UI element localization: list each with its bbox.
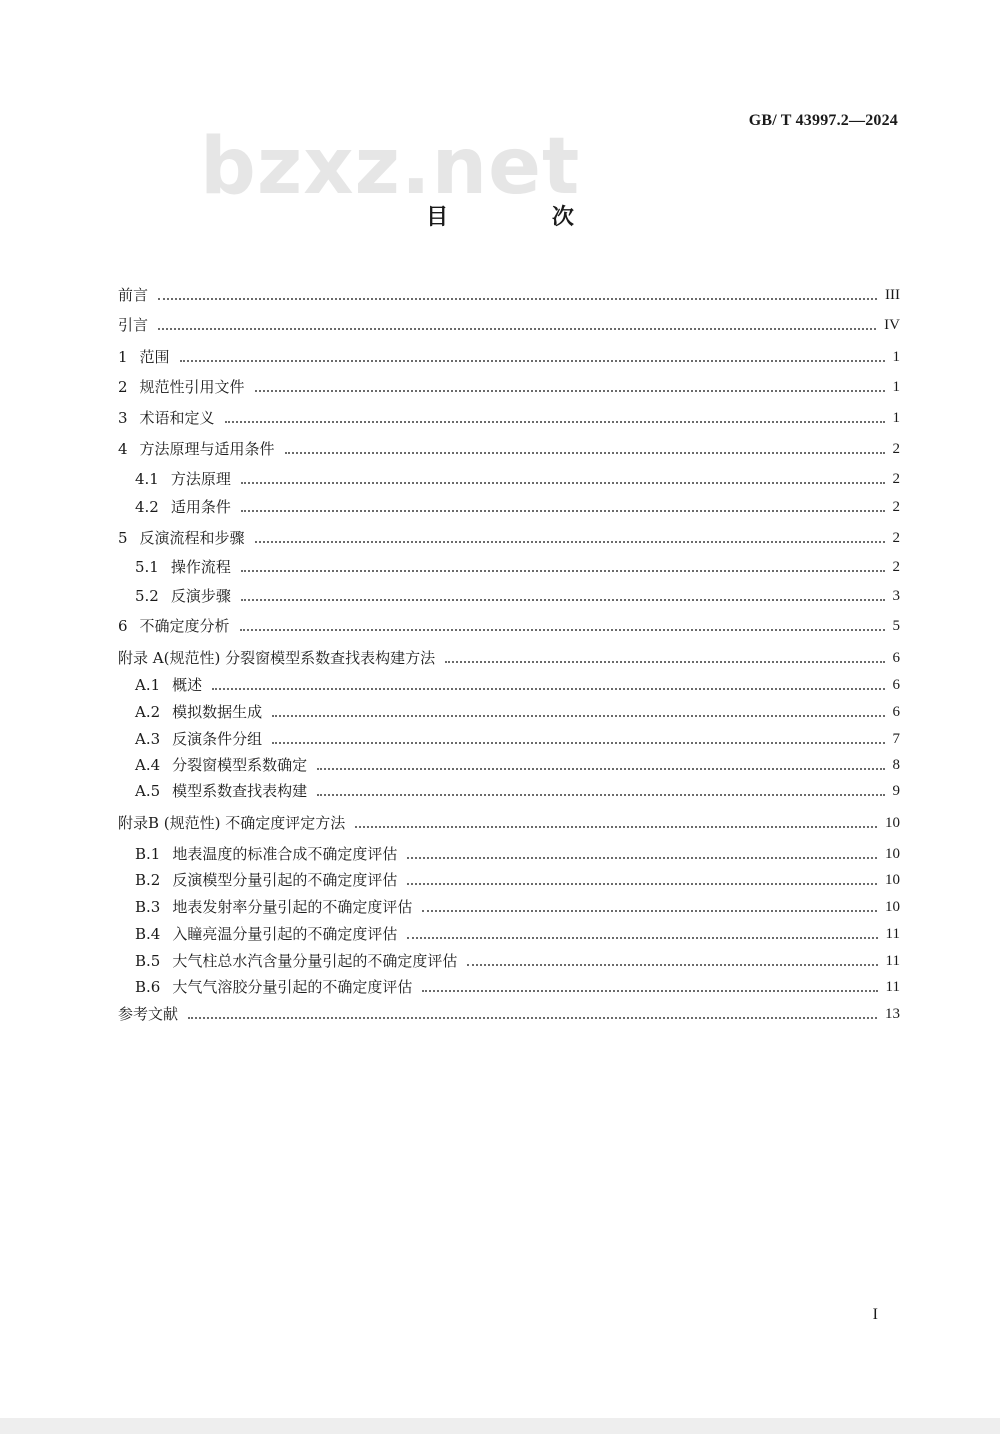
toc-leader-dots xyxy=(407,937,877,939)
toc-entry[interactable] xyxy=(118,1003,900,1025)
standard-code: GB/ T 43997.2—2024 xyxy=(748,112,898,129)
toc-entry-number: B.1 xyxy=(135,845,161,863)
toc-leader-dots xyxy=(241,482,885,484)
toc-entry[interactable] xyxy=(118,615,900,637)
toc-entry-page: 1 xyxy=(892,349,900,365)
toc-entry[interactable] xyxy=(135,556,900,578)
toc-leader-dots xyxy=(422,990,877,992)
toc-entry-label: 地表温度的标准合成不确定度评估 xyxy=(172,845,398,863)
toc-entry-number: 5.1 xyxy=(135,558,159,576)
toc-entry-page: 11 xyxy=(885,979,900,995)
watermark: bzxz.net xyxy=(200,122,581,212)
toc-leader-dots xyxy=(272,715,884,717)
toc-leader-dots xyxy=(255,390,885,392)
toc-entry[interactable] xyxy=(118,376,900,398)
toc-entry[interactable] xyxy=(135,728,900,750)
toc-leader-dots xyxy=(240,629,885,631)
toc-leader-dots xyxy=(158,328,876,330)
toc-entry-label: 反演条件分组 xyxy=(172,730,263,748)
toc-entry-page: 8 xyxy=(892,757,900,773)
toc-entry-label: 地表发射率分量引起的不确定度评估 xyxy=(172,898,413,916)
toc-entry-label: 入瞳亮温分量引起的不确定度评估 xyxy=(172,925,398,943)
toc-entry[interactable] xyxy=(135,896,900,918)
toc-entry-page: 10 xyxy=(885,815,900,831)
toc-entry-label: 反演步骤 xyxy=(170,587,231,605)
toc-entry-label: 参考文献 xyxy=(118,1005,179,1023)
toc-entry-number: B.4 xyxy=(135,925,161,943)
toc-entry-page: 6 xyxy=(892,650,900,666)
toc-entry-number: 2 xyxy=(118,378,128,396)
toc-entry-label: 方法原理与适用条件 xyxy=(139,440,275,458)
toc-entry-label: 模拟数据生成 xyxy=(172,703,263,721)
toc-entry[interactable] xyxy=(135,674,900,696)
toc-entry-number: 5 xyxy=(118,529,128,547)
toc-leader-dots xyxy=(241,570,885,572)
viewer-bottom-strip xyxy=(0,1418,1000,1434)
toc-entry[interactable] xyxy=(135,754,900,776)
toc-entry-page: 11 xyxy=(885,926,900,942)
toc-leader-dots xyxy=(355,826,877,828)
toc-entry-number: 5.2 xyxy=(135,587,159,605)
toc-entry-label: 方法原理 xyxy=(170,470,231,488)
toc-entry-page: 2 xyxy=(892,499,900,515)
toc-leader-dots xyxy=(317,768,884,770)
toc-leader-dots xyxy=(158,298,877,300)
toc-leader-dots xyxy=(407,857,877,859)
toc-entry-label: 大气柱总水汽含量分量引起的不确定度评估 xyxy=(172,952,458,970)
toc-entry-page: 2 xyxy=(892,559,900,575)
toc-entry-page: 2 xyxy=(892,471,900,487)
toc-entry-number: B.2 xyxy=(135,871,161,889)
toc-entry-label: 引言 xyxy=(118,316,149,334)
toc-entry[interactable] xyxy=(135,780,900,802)
toc-entry[interactable] xyxy=(118,812,900,834)
toc-entry-number: 4.2 xyxy=(135,498,159,516)
toc-entry-number: 3 xyxy=(118,409,128,427)
toc-entry-number: B.6 xyxy=(135,978,161,996)
toc-leader-dots xyxy=(255,541,885,543)
toc-leader-dots xyxy=(188,1017,877,1019)
toc-entry-page: 6 xyxy=(892,704,900,720)
toc-entry-page: 2 xyxy=(892,441,900,457)
toc-entry[interactable] xyxy=(118,438,900,460)
toc-entry-page: 11 xyxy=(885,953,900,969)
toc-entry-page: 1 xyxy=(892,410,900,426)
toc-entry-page: 5 xyxy=(892,618,900,634)
toc-entry-label: 附录 A(规范性) 分裂窗模型系数查找表构建方法 xyxy=(118,649,436,667)
toc-entry[interactable] xyxy=(135,950,900,972)
toc-entry-number: 4.1 xyxy=(135,470,159,488)
toc-title: 目 次 xyxy=(426,204,622,230)
toc-entry[interactable] xyxy=(135,843,900,865)
toc-entry-label: 术语和定义 xyxy=(139,409,215,427)
toc-entry[interactable] xyxy=(135,496,900,518)
toc-entry-label: 前言 xyxy=(118,286,149,304)
toc-entry-number: A.2 xyxy=(135,703,161,721)
toc-entry[interactable] xyxy=(135,976,900,998)
toc-entry-number: A.3 xyxy=(135,730,161,748)
toc-entry-page: 10 xyxy=(885,872,900,888)
toc-entry-page: 2 xyxy=(892,530,900,546)
toc-entry-page: 1 xyxy=(892,379,900,395)
toc-leader-dots xyxy=(445,661,884,663)
toc-entry-page: 9 xyxy=(892,783,900,799)
toc-entry-number: A.1 xyxy=(135,676,161,694)
toc-entry[interactable] xyxy=(135,923,900,945)
toc-leader-dots xyxy=(272,742,884,744)
toc-entry[interactable] xyxy=(118,284,900,306)
toc-entry-number: 1 xyxy=(118,348,128,366)
toc-entry-number: B.3 xyxy=(135,898,161,916)
toc-entry[interactable] xyxy=(135,585,900,607)
toc-leader-dots xyxy=(180,360,885,362)
toc-leader-dots xyxy=(225,421,885,423)
toc-entry-label: 模型系数查找表构建 xyxy=(172,782,308,800)
toc-entry-page: III xyxy=(885,287,900,303)
toc-entry[interactable] xyxy=(135,701,900,723)
toc-entry-number: A.5 xyxy=(135,782,161,800)
toc-entry-label: 大气气溶胶分量引起的不确定度评估 xyxy=(172,978,413,996)
toc-entry-label: 反演流程和步骤 xyxy=(139,529,245,547)
toc-entry-label: 概述 xyxy=(172,676,203,694)
toc-entry-page: 10 xyxy=(885,846,900,862)
toc-entry-label: 分裂窗模型系数确定 xyxy=(172,756,308,774)
toc-leader-dots xyxy=(285,452,885,454)
toc-entry-page: IV xyxy=(884,317,900,333)
toc-entry-page: 7 xyxy=(892,731,900,747)
toc-leader-dots xyxy=(317,794,884,796)
toc-entry-number: A.4 xyxy=(135,756,161,774)
toc-leader-dots xyxy=(212,688,884,690)
toc-leader-dots xyxy=(241,599,885,601)
toc-entry[interactable] xyxy=(118,346,900,368)
toc-entry-label: 反演模型分量引起的不确定度评估 xyxy=(172,871,398,889)
toc-entry[interactable] xyxy=(135,869,900,891)
toc-entry-label: 适用条件 xyxy=(170,498,231,516)
toc-entry-page: 10 xyxy=(885,899,900,915)
toc-entry-label: 规范性引用文件 xyxy=(139,378,245,396)
toc-entry[interactable] xyxy=(135,468,900,490)
toc-entry-label: 不确定度分析 xyxy=(139,617,230,635)
toc-entry-label: 范围 xyxy=(139,348,170,366)
toc-leader-dots xyxy=(407,883,877,885)
toc-entry[interactable] xyxy=(118,647,900,669)
toc-entry[interactable] xyxy=(118,527,900,549)
toc-entry-page: 13 xyxy=(885,1006,900,1022)
page-number: I xyxy=(872,1306,878,1323)
toc-entry[interactable] xyxy=(118,314,900,336)
toc-leader-dots xyxy=(241,510,885,512)
toc-entry-label: 附录B (规范性) 不确定度评定方法 xyxy=(118,814,346,832)
toc-entry[interactable] xyxy=(118,407,900,429)
toc-entry-page: 3 xyxy=(892,588,900,604)
toc-entry-number: B.5 xyxy=(135,952,161,970)
toc-entry-label: 操作流程 xyxy=(170,558,231,576)
toc-leader-dots xyxy=(467,964,877,966)
toc-entry-number: 6 xyxy=(118,617,128,635)
toc-leader-dots xyxy=(422,910,877,912)
toc-entry-page: 6 xyxy=(892,677,900,693)
toc-entry-number: 4 xyxy=(118,440,128,458)
